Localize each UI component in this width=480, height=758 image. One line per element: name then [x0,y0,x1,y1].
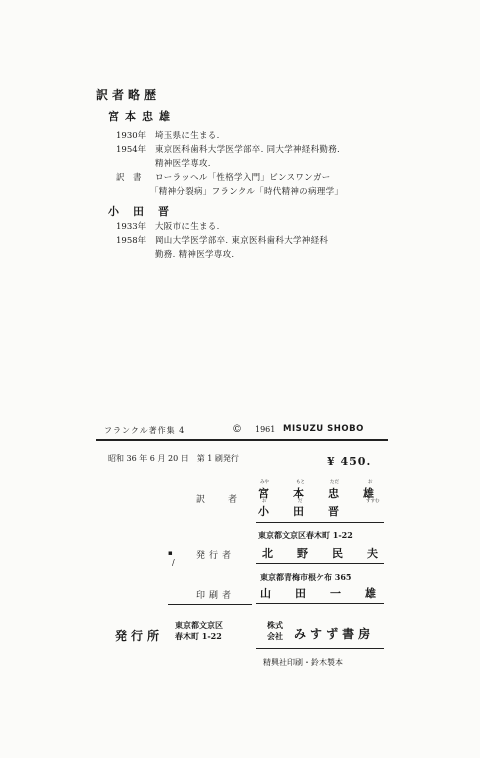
bio-year: 1933年 [116,222,147,232]
bio-heading: 訳者略歴 [96,88,161,102]
bio-text: 埼玉県に生まる. [155,131,220,141]
publisher-rule [256,563,384,564]
bio-text: 岡山大学医学部卒. 東京医科歯科大学神経科 [155,236,329,246]
translator2-name: 小田晋 [108,205,183,218]
company-name: みすず書房 [294,627,375,641]
publisher-name: 北野民夫 [262,547,402,560]
bio-year: 1954年 [116,145,147,155]
bio-text: 大阪市に生まる. [155,222,220,232]
translators-label: 訳 者 [196,495,245,505]
copyright-symbol: © [232,424,242,435]
publication-date: 昭和 36 年 6 月 20 日 第 1 刷発行 [108,454,239,463]
price: ¥ 450. [327,455,372,468]
printer-label: 印刷者 [196,591,236,601]
bio-text: 東京医科歯科大学医学部卒. 同大学神経科勤務. [155,145,341,155]
bio-text: 勤務. 精神医学専攻. [155,250,235,260]
bio-year: 1958年 [116,236,147,246]
bio-text: 精神医学専攻. [155,159,211,169]
translator-a-name: 宮本忠雄 [258,487,398,500]
stray-mark-dot: ▪ [168,549,173,557]
bio-year: 訳 書 [116,173,142,183]
publisher-label: 発行者 [196,551,236,561]
bottom-rule [256,648,384,649]
translator-b-name: 小田晋 [258,505,363,518]
company-type-line2: 会社 [267,631,283,641]
translator1-name: 宮本忠雄 [108,110,176,123]
copyright-year: 1961 [255,425,276,434]
series-title: フランクル著作集 4 [104,426,186,435]
bio-text: ローラッヘル「性格学入門」ビンスワンガー [155,173,331,183]
bio-year: 1930年 [116,131,147,141]
ruby-char: もと [296,480,305,485]
bio-text: 「精神分裂病」フランクル「時代精神の病理学」 [150,187,344,197]
top-rule [96,439,388,441]
company-type-line1: 株式 [267,620,283,630]
printer-rule-left [168,604,252,605]
printer-rule-right [256,603,384,604]
ruby-char: みや [260,480,269,485]
ruby-char: お [262,499,267,504]
ruby-char: ただ [330,480,339,485]
ruby-char: お [368,480,373,485]
printer-address: 東京都青梅市根ケ布 365 [260,572,352,582]
printing-binding: 精興社印刷・鈴木製本 [263,658,343,667]
translators-rule [256,522,384,523]
printer-name: 山田一雄 [260,587,400,600]
publisher-address: 東京都文京区春木町 1-22 [258,530,353,540]
office-address-line2: 春木町 1-22 [175,631,222,641]
ruby-char: すすむ [366,499,380,504]
copyright-holder: MISUZU SHOBO [283,424,364,434]
office-address-line1: 東京都文京区 [175,620,223,630]
office-label: 発行所 [115,629,164,643]
ruby-char: だ [298,499,303,504]
stray-mark-slash: / [172,558,175,567]
